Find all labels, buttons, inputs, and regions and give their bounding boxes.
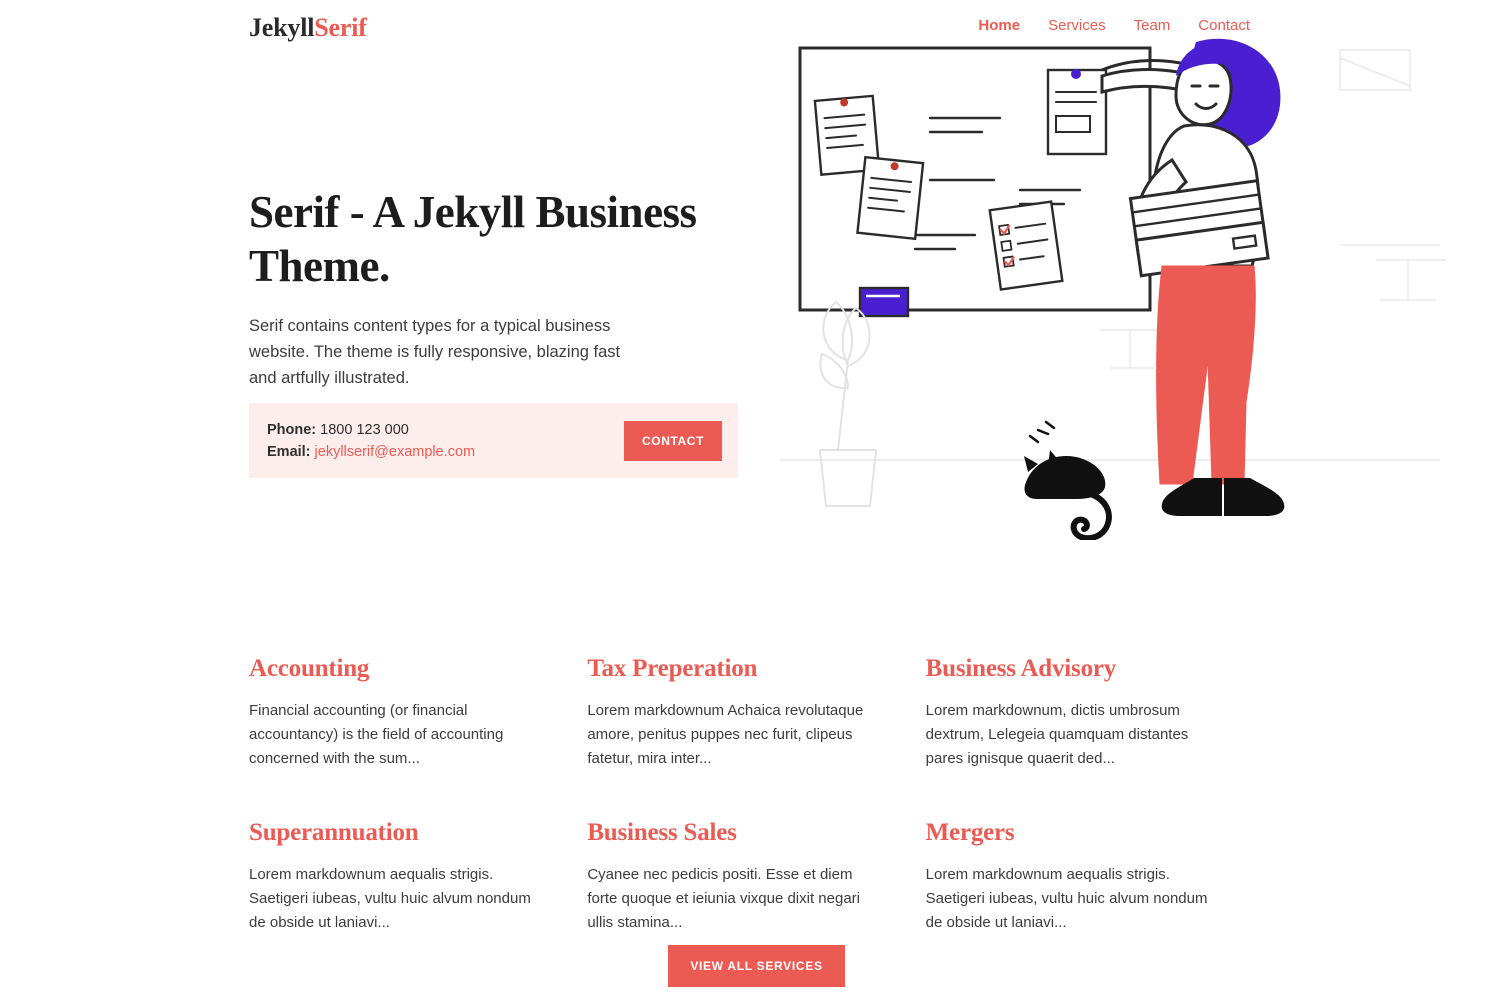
service-body: Lorem markdownum aequalis strigis. Saetigeri iubeas, vultu huic alvum nondum de obside ut laniavi... [249,866,531,931]
service-card-tax-preperation[interactable] [587,655,925,771]
hero-subtitle: Serif contains content types for a typical business website. The theme is fully responsive, blazing fast and artfully illustrated. [249,317,621,387]
phone-label: Phone: [267,421,317,438]
hero-title: Serif - A Jekyll Business Theme. [249,187,697,291]
service-title: Tax Preperation [587,655,758,682]
contact-phone-line [267,419,624,441]
nav-item-team[interactable]: Team [1133,17,1171,34]
hero-contact-box [249,403,738,478]
contact-email-line [267,441,624,463]
sleeping-cat-icon [1024,422,1109,538]
service-title: Business Advisory [925,655,1117,682]
view-all-services-button[interactable]: VIEW ALL SERVICES [668,945,844,987]
site-header [0,0,1500,56]
contact-button[interactable]: CONTACT [624,421,722,461]
service-body: Lorem markdownum aequalis strigis. Saetigeri iubeas, vultu huic alvum nondum de obside ut laniavi... [925,866,1208,931]
service-title: Business Sales [587,819,737,846]
service-title: Mergers [925,819,1015,846]
service-card-business-advisory[interactable] [926,655,1264,771]
service-body: Financial accounting (or financial accountancy) is the field of accounting concerned with the sum... [249,702,504,767]
contact-details [267,419,624,463]
service-title: Superannuation [249,819,419,846]
service-body: Cyanee nec pedicis positi. Esse et diem forte quoque et ieiunia vixque dixit negari ullis stamina... [587,866,861,931]
services-row-2 [249,819,1264,935]
email-link[interactable]: jekyllserif@example.com [314,443,476,460]
nav-item-contact[interactable]: Contact [1198,17,1250,34]
logo-text-primary: Jekyll [249,13,315,42]
view-all-services-wrapper [249,945,1264,987]
main-navigation [978,17,1250,34]
service-body: Lorem markdownum, dictis umbrosum dextrum, Lelegeia quamquam distantes pares ignisque quaerit ded... [925,702,1189,767]
nav-item-services[interactable]: Services [1048,17,1106,34]
service-card-business-sales[interactable] [587,819,925,935]
hero-illustration [780,30,1460,540]
service-body: Lorem markdownum Achaica revolutaque amore, penitus puppes nec furit, clipeus fatetur, mira inter... [587,702,864,767]
service-card-mergers[interactable] [926,819,1264,935]
email-label: Email: [267,443,311,460]
phone-value: 1800 123 000 [320,421,409,438]
services-row-1 [249,655,1264,771]
illustration-svg [780,30,1460,540]
service-card-superannuation[interactable] [249,819,587,935]
service-title: Accounting [249,655,370,682]
services-section [249,655,1264,973]
site-logo[interactable] [249,13,367,43]
nav-item-home[interactable]: Home [978,17,1021,34]
service-card-accounting[interactable] [249,655,587,771]
logo-text-accent: Serif [314,13,367,42]
